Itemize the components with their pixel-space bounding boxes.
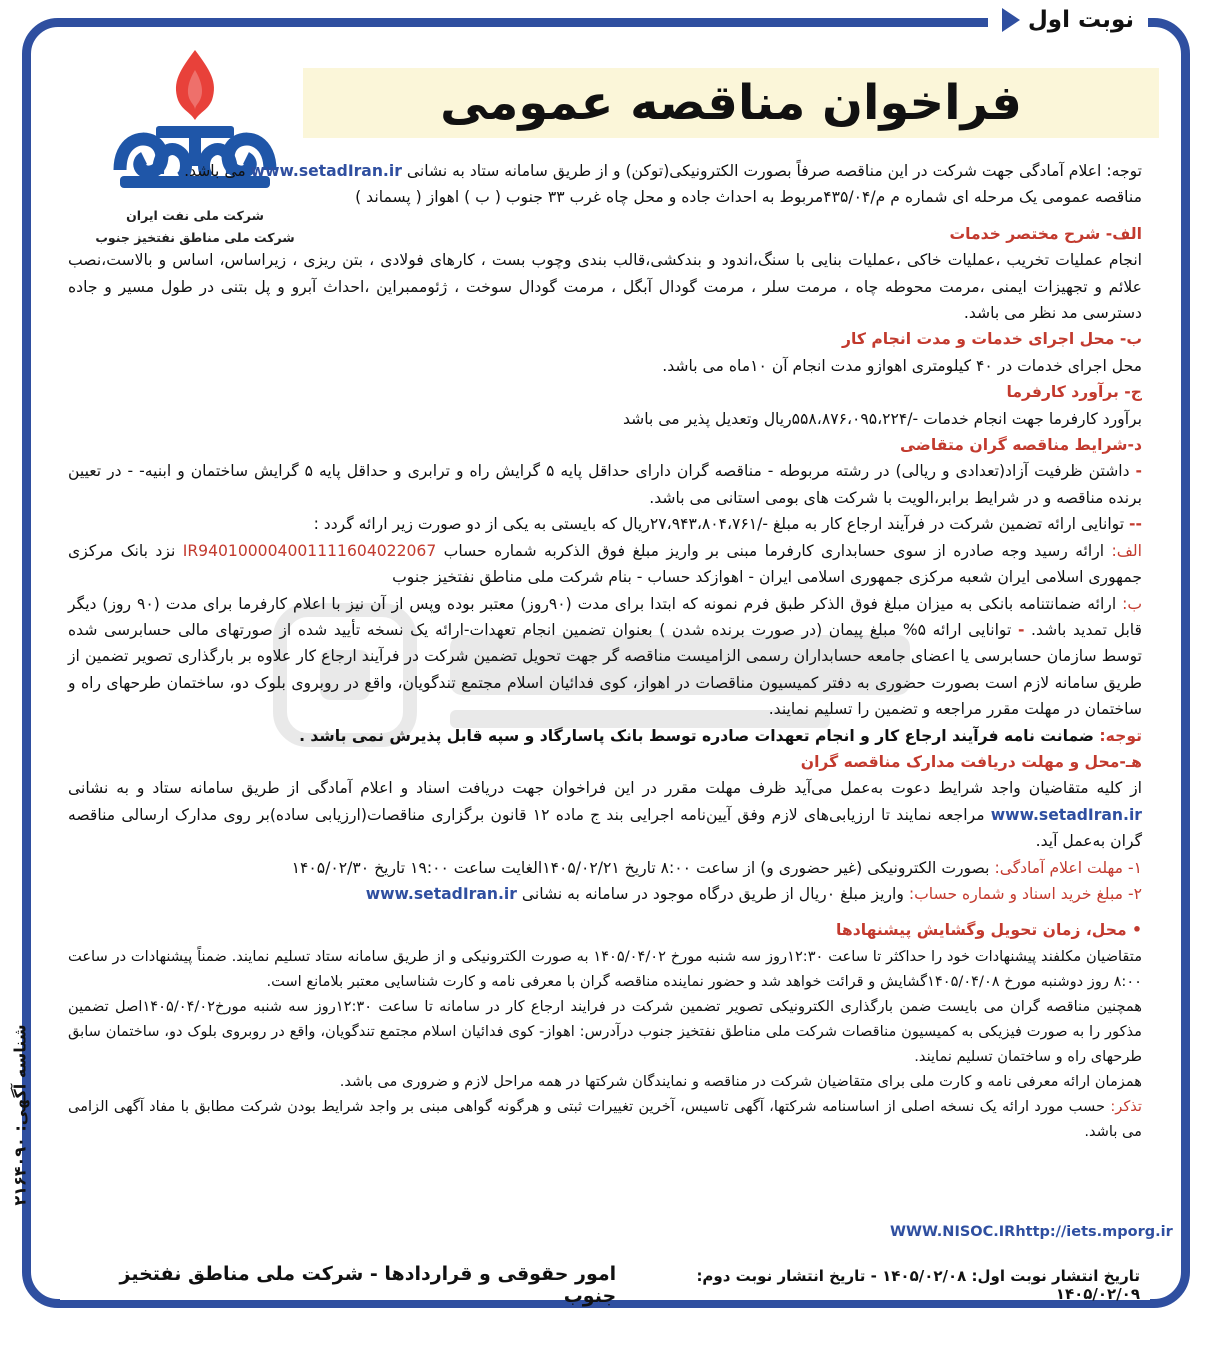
reminder-label: تذکر: xyxy=(1110,1097,1142,1115)
department-name: امور حقوقی و قراردادها - شرکت ملی مناطق نفتخیز جنوب xyxy=(119,1263,617,1307)
section-d-alef xyxy=(68,538,1142,591)
delivery-p2: همچنین مناقصه گران می بایست ضمن بارگذاری الکترونیکی تصویر تضمین شرکت در فرایند ارجاع کار در سامانه تا ساعت ۱۲:۳۰روز سه شنبه مورخ۱۴۰۵/۰۴/۰۲اصل تضمین مذکور را به صورت فیزیکی به کمیسیون مناقصات شرکت ملی مناطق نفتخیز جنوب درآدرس: اهواز- کوی فدائیان اسلام مجتمع تندگویان، واقع در روبروی بلوک دو، ساختمان سابق طرحهای راه و ساختمان تسلیم نمایند. xyxy=(68,997,1143,1065)
round-label: نوبت اول xyxy=(1027,7,1134,33)
note-label: توجه: xyxy=(1099,726,1142,745)
section-c-text: برآورد کارفرما جهت انجام خدمات -/۵۵۸،۸۷۶،۰۹۵،۲۲۴ریال وتعدیل پذیر می باشد xyxy=(623,409,1142,428)
section-d-heading: د-شرایط مناقصه گران متقاضی xyxy=(900,436,1142,455)
page-title: فراخوان مناقصه عمومی xyxy=(440,75,1022,131)
section-d-p2 xyxy=(68,511,1142,537)
section-c-heading: ج- برآورد کارفرما xyxy=(1006,383,1142,402)
item-2-label: ۲- مبلغ خرید اسناد و شماره حساب: xyxy=(908,884,1142,903)
setad-link[interactable]: www.setadIran.ir xyxy=(250,162,402,180)
title-band xyxy=(303,68,1159,138)
alef-text-1: ارائه رسید وجه صادره از سوی حسابداری کارفرما مبنی بر واریز مبلغ فوق الذکربه شماره حساب xyxy=(436,541,1112,560)
publish-dates: تاریخ انتشار نوبت اول: ۱۴۰۵/۰۲/۰۸ - تاریخ انتشار نوبت دوم: ۱۴۰۵/۰۲/۰۹ xyxy=(696,1267,1140,1303)
setad-link[interactable]: www.setadIran.ir xyxy=(365,884,517,903)
section-h-p1-end: مراجعه نمایند تا ارزیابی‌های لازم وفق آیین‌نامه اجرایی بند ج ماده ۱۲ قانون برگزاری مناقصات(ارزیابی ساده)بر روی مدارک ارسالی مناقصه گران به‌عمل آید. xyxy=(68,805,1142,851)
company-line-1: شرکت ملی نفت ایران xyxy=(126,208,264,223)
account-number: IR940100004001111604022067 xyxy=(182,541,437,560)
section-h-p1-text: از کلیه متقاضیان واجد شرایط دعوت به‌عمل می‌آید ظرف مهلت مقرر در این فراخوان جهت دریافت اسناد و اعلام آمادگی از طریق سامانه ستاد و به نشانی xyxy=(68,779,1142,798)
section-a-text: انجام عملیات تخریب ،عملیات خاکی ،عملیات بنایی با سنگ،اندود و بندکشی،قالب بندی وچوب بست ، کارهای فولادی ، بتن ریزی ، زیراساس، اساس و بالاست،نصب علائم و تجهیزات ایمنی ،مرمت محوطه چاه ، مرمت سلر ، مرمت گودال آبگل ، مرمت گودال سوخت ، ژئوممبراین ،احداث آبرو و پل بتنی در طول مسیر و جاده دسترسی مد نظر می باشد. xyxy=(68,251,1142,323)
section-d-be xyxy=(68,591,1142,723)
delivery-p1: متقاضیان مکلفند پیشنهادات خود را حداکثر تا ساعت ۱۲:۳۰روز سه شنبه مورخ ۱۴۰۵/۰۴/۰۲ به صورت الکترونیکی و از طریق سامانه ستاد تسلیم نمایند. ضمناً پیشنهادات در ساعت ۸:۰۰ روز دوشنبه مورخ ۱۴۰۵/۰۴/۰۸گشایش و قرائت خواهد شد و حضور نماینده مناقصه گران با معرفی نامه و کارت شناسایی معتبر بلامانع است. xyxy=(68,947,1143,990)
alef-label: الف: xyxy=(1111,541,1142,560)
intro-line-2: مناقصه عمومی یک مرحله ای شماره م م/۴۳۵/۰۴مربوط به احداث جاده و محل چاه غرب ۳۳ جنوب ( ب ) اهواز ( پسماند ) xyxy=(355,188,1142,207)
section-d-note xyxy=(68,723,1142,749)
footer xyxy=(60,1263,1150,1307)
delivery-p3: همزمان ارائه معرفی نامه و کارت ملی برای متقاضیان شرکت در مناقصه و نمایندگان شرکتها در همه مراحل لازم و ضروری می باشد. xyxy=(339,1072,1142,1090)
be-label: ب: xyxy=(1122,594,1142,613)
note-text: ضمانت نامه فرآیند ارجاع کار و انجام تعهدات صادره توسط بانک پاسارگاد و سپه قابل پذیرش نمی باشد . xyxy=(299,726,1100,745)
intro-line-1-end: می باشد. xyxy=(184,162,246,180)
arrow-icon xyxy=(1002,8,1020,32)
setad-link[interactable]: www.setadIran.ir xyxy=(990,805,1142,824)
dash-marker: - xyxy=(1017,620,1025,639)
round-tag xyxy=(988,0,1148,40)
ad-id: شناسه آگهی: ۲۱۶۴۰۹۰ xyxy=(10,1024,30,1206)
section-h-p1 xyxy=(68,775,1142,854)
alef-text-2: نزد بانک مرکزی جمهوری اسلامی ایران شعبه مرکزی جمهوری اسلامی ایران - اهوازکد حساب - بنام شرکت ملی مناطق نفتخیز جنوب xyxy=(68,541,1142,587)
be-text-1: ارائه ضمانتنامه بانکی به میزان مبلغ فوق الذکر طبق فرم نمونه که ابتدا برای مدت (۹۰روز) معتبر بوده وپس از آن نیز با اعلام کارفرما برای مدت (۹۰ روز) دیگر قابل تمدید باشد. xyxy=(68,594,1142,639)
item-1-label: ۱- مهلت اعلام آمادگی: xyxy=(994,858,1142,877)
section-h-item-2 xyxy=(68,881,1142,907)
section-d-p2-text: توانایی ارائه تضمین شرکت در فرآیند ارجاع کار به مبلغ -/۲۷،۹۴۳،۸۰۴،۷۶۱ریال که بایستی به یکی از دو صورت زیر ارائه گردد : xyxy=(313,515,1130,534)
website-link[interactable]: WWW.NISOC.IRhttp://iets.mporg.ir xyxy=(890,1224,1173,1240)
intro-paragraph xyxy=(68,158,1142,184)
item-1-text: بصورت الکترونیکی (غیر حضوری و) از ساعت ۸:۰۰ تاریخ ۱۴۰۵/۰۲/۲۱الغایت ساعت ۱۹:۰۰ تاریخ ۱۴۰۵/۰۲/۳۰ xyxy=(291,858,995,877)
company-line-2: شرکت ملی مناطق نفتخیز جنوب xyxy=(95,230,295,245)
be-text-2: توانایی ارائه ۵% مبلغ پیمان (در صورت برنده شدن ) بعنوان تضمین انجام تعهدات-ارائه یک نسخه تأیید شده از صورتهای مالی حسابرسی شده توسط سازمان حسابرسی یا اعضای جامعه حسابداران رسمی الزامیست مناقصه گر جهت تحویل تضمین شرکت در فرآیند ارجاع کار علاوه بر بارگذاری تصویر تضمین از طریق سامانه لازم است بصورت حضوری به دفتر کمیسیون مناقصات در اهواز، کوی فدائیان اسلام مجتمع تندگویان، واقع در روبروی بلوک دو، ساختمان طرحهای راه و ساختمان در مهلت مقرر مراجعه و تضمین را تسلیم نمایند. xyxy=(68,620,1142,719)
intro-line-1: توجه: اعلام آمادگی جهت شرکت در این مناقصه صرفاً بصورت الکترونیکی(توکن) و از طریق سامانه ستاد به نشانی xyxy=(406,162,1142,180)
delivery-heading: • محل، زمان تحویل وگشایش پیشنهادها xyxy=(836,921,1142,940)
reminder-text: حسب مورد ارائه یک نسخه اصلی از اساسنامه شرکتها، آگهی تاسیس، آخرین تغییرات ثبتی و هرگونه گواهی مبنی بر واجد شرایط بودن شرکت مطابق با مفاد آگهی الزامی می باشد. xyxy=(68,1097,1142,1140)
section-b-heading: ب- محل اجرای خدمات و مدت انجام کار xyxy=(842,330,1142,349)
dash-marker: -- xyxy=(1129,515,1142,534)
section-h-item-1 xyxy=(68,855,1142,881)
section-h-heading: هـ-محل و مهلت دریافت مدارک مناقصه گران xyxy=(800,752,1142,771)
ad-body xyxy=(68,158,1142,1144)
section-d-p1 xyxy=(68,458,1142,511)
item-2-text: واریز مبلغ ۰ریال از طریق درگاه موجود در سامانه به نشانی xyxy=(516,884,909,903)
section-b-text: محل اجرای خدمات در ۴۰ کیلومتری اهوازو مدت انجام آن ۱۰ماه می باشد. xyxy=(662,356,1142,375)
delivery-reminder xyxy=(68,1094,1142,1144)
section-a-heading: الف- شرح مختصر خدمات xyxy=(949,224,1142,243)
dash-marker: - xyxy=(1135,462,1142,481)
ad-id-strip xyxy=(2,1024,38,1206)
section-d-p1-text: داشتن ظرفیت آزاد(تعدادی و ریالی) در رشته مربوطه - مناقصه گران دارای حداقل پایه ۵ گرایش راه و ترابری و حداقل پایه ۵ گرایش ساختمان و ابنیه- - در تعیین برنده مناقصه و در شرایط برابر،الویت با شرکت های بومی استانی می باشد. xyxy=(68,462,1142,507)
